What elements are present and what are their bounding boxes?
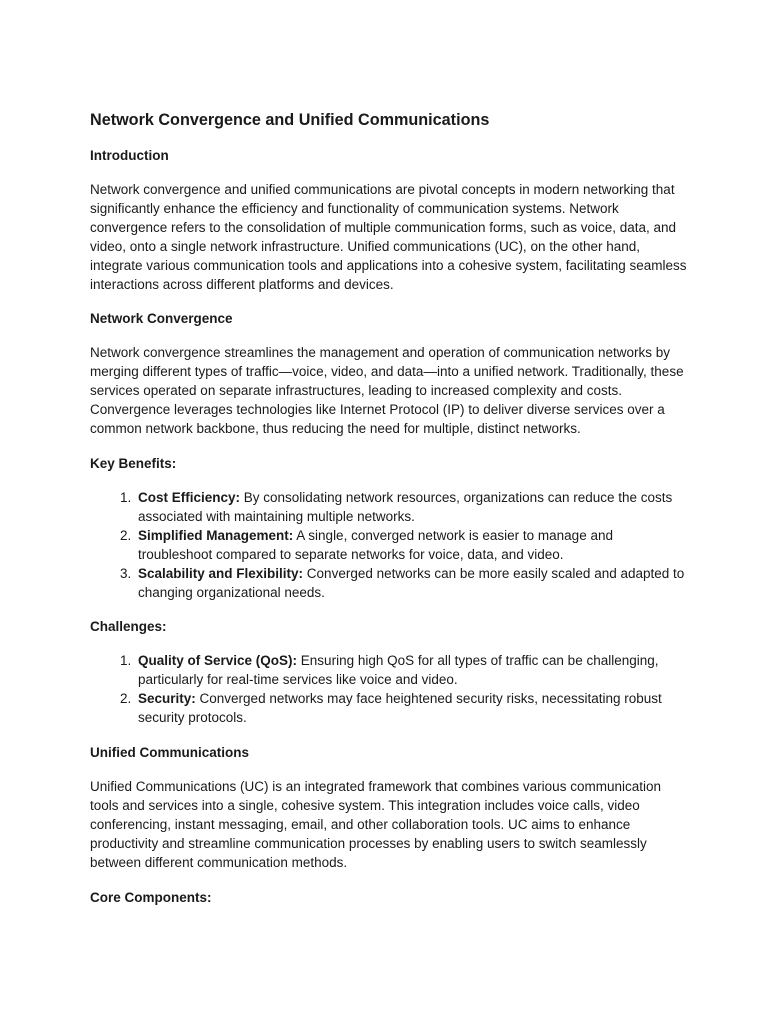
- challenges-list: [90, 652, 690, 728]
- network-convergence-paragraph: Network convergence streamlines the management and operation of communication networks by merging different types of traffic—voice, video, and data—into a unified network. Traditionally, these services operated on separate infrastructures, leading to increased complexity and costs. Convergence leverages technologies like Internet Protocol (IP) to deliver diverse services over a common network backbone, thus reducing the need for multiple, distinct networks.: [90, 345, 684, 437]
- list-item-lead: Quality of Service (QoS):: [138, 653, 298, 669]
- list-item: [135, 489, 690, 527]
- list-item-text: By consolidating network resources, organizations can reduce the costs associated with maintaining multiple networks.: [138, 489, 673, 524]
- document-page: [90, 108, 690, 923]
- list-item: [135, 527, 690, 565]
- list-item: [135, 565, 690, 603]
- key-benefits-list: [90, 489, 690, 602]
- document-title: Network Convergence and Unified Communications: [90, 111, 490, 129]
- list-item-lead: Scalability and Flexibility:: [138, 565, 304, 581]
- list-item: [135, 690, 690, 728]
- introduction-heading: Introduction: [90, 148, 169, 163]
- unified-communications-paragraph: Unified Communications (UC) is an integrated framework that combines various communication tools and services into a single, cohesive system. This integration includes voice calls, video conferencing, instant messaging, email, and other collaboration tools. UC aims to enhance productivity and streamline communication processes by enabling users to switch seamlessly between different communication methods.: [90, 779, 661, 870]
- list-item-text: A single, converged network is easier to manage and troubleshoot compared to separate networks for voice, data, and video.: [138, 527, 613, 562]
- unified-communications-heading: Unified Communications: [90, 745, 250, 761]
- list-item-text: Converged networks can be more easily scaled and adapted to changing organizational needs.: [138, 565, 685, 600]
- list-item-text: Ensuring high QoS for all types of traffic can be challenging, particularly for real-time services like voice and video.: [138, 653, 659, 688]
- network-convergence-heading: Network Convergence: [90, 311, 233, 327]
- list-item-lead: Security:: [138, 691, 196, 707]
- core-components-heading: Core Components:: [90, 889, 212, 905]
- list-item-lead: Simplified Management:: [138, 527, 294, 543]
- list-item: [135, 652, 690, 690]
- list-item-text: Converged networks may face heightened security risks, necessitating robust security protocols.: [138, 691, 662, 726]
- challenges-heading: Challenges:: [90, 619, 167, 635]
- list-item-lead: Cost Efficiency:: [138, 489, 241, 505]
- introduction-paragraph: Network convergence and unified communications are pivotal concepts in modern networking that significantly enhance the efficiency and functionality of communication systems. Network convergence refers to the consolidation of multiple communication forms, such as voice, data, and video, onto a single network infrastructure. Unified communications (UC), on the other hand, integrate various communication tools and applications into a cohesive system, facilitating seamless interactions across different platforms and devices.: [90, 182, 687, 292]
- key-benefits-heading: Key Benefits:: [90, 455, 177, 471]
